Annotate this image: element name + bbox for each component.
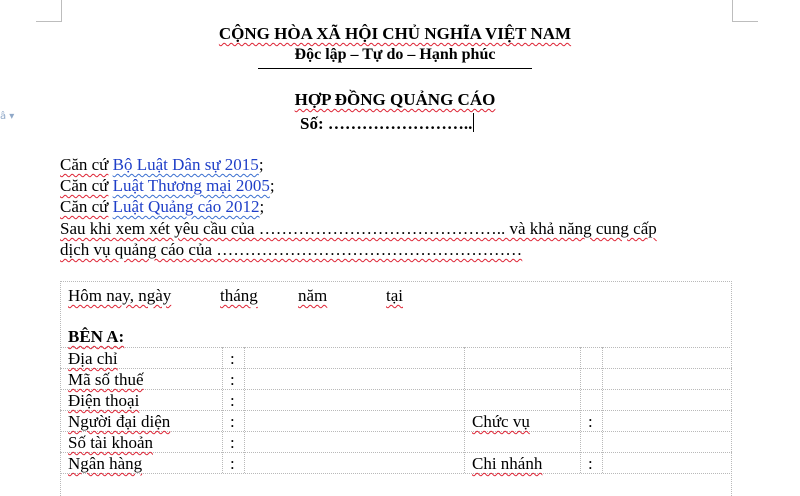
law-link[interactable]: Luật Thương mại 2005 [112,176,270,195]
contract-title: HỢP ĐỒNG QUẢNG CÁO [294,90,496,109]
month-label: tháng [220,286,258,305]
row-label-bank: Ngân hàng [68,454,143,473]
table-col-rule [244,347,245,473]
row-separator: : [230,349,235,368]
contract-number-value: …………………….. [327,114,473,133]
table-rule [60,452,732,453]
row-separator: : [588,454,593,473]
paragraph-mark-icon[interactable]: â ▾ [0,111,15,122]
meeting-date-line[interactable]: Hôm nay, ngày [68,286,172,305]
location-label: tại [386,286,403,305]
row-label-phone: Điện thoại [68,391,140,410]
table-col-rule [580,347,581,473]
text-cursor [473,113,474,132]
legal-basis-line: Căn cứ Luật Quảng cáo 2012; [60,197,265,216]
row-label-branch: Chi nhánh [472,454,543,473]
row-label-account: Số tài khoản [68,433,153,452]
row-label-tax-code: Mã số thuế [68,370,144,389]
contract-number-label: Số: [300,114,324,133]
legal-basis-line: Căn cứ Bộ Luật Dân sự 2015; [60,155,264,174]
row-separator: : [230,370,235,389]
row-separator: : [230,454,235,473]
party-a-heading: BÊN A: [68,327,125,346]
contract-number[interactable] [300,113,474,134]
table-rule [60,473,732,474]
row-separator: : [230,391,235,410]
consideration-line: dịch vụ quảng cáo của ……………………………………………… [60,240,523,259]
table-rule [60,347,732,348]
table-rule [60,368,732,369]
table-col-rule [222,347,223,473]
law-link[interactable]: Bộ Luật Dân sự 2015 [112,155,259,174]
row-separator: : [230,412,235,431]
year-label: năm [298,286,328,305]
row-separator: : [588,412,593,431]
table-col-rule [464,347,465,473]
row-separator: : [230,433,235,452]
row-label-representative: Người đại diện [68,412,171,431]
consideration-line: Sau khi xem xét yêu cầu của …………………………………….. và khả năng cung cấp [60,219,657,238]
row-label-position: Chức vụ [472,412,530,431]
table-rule [60,389,732,390]
law-link[interactable]: Luật Quảng cáo 2012 [112,197,260,216]
row-label-address: Địa chỉ [68,349,118,368]
table-col-rule [602,347,603,473]
legal-basis-line: Căn cứ Luật Thương mại 2005; [60,176,275,195]
national-motto: Độc lập – Tự do – Hạnh phúc [294,46,496,63]
national-title: CỘNG HÒA XÃ HỘI CHỦ NGHĨA VIỆT NAM [218,24,572,43]
motto-underline [258,68,532,69]
